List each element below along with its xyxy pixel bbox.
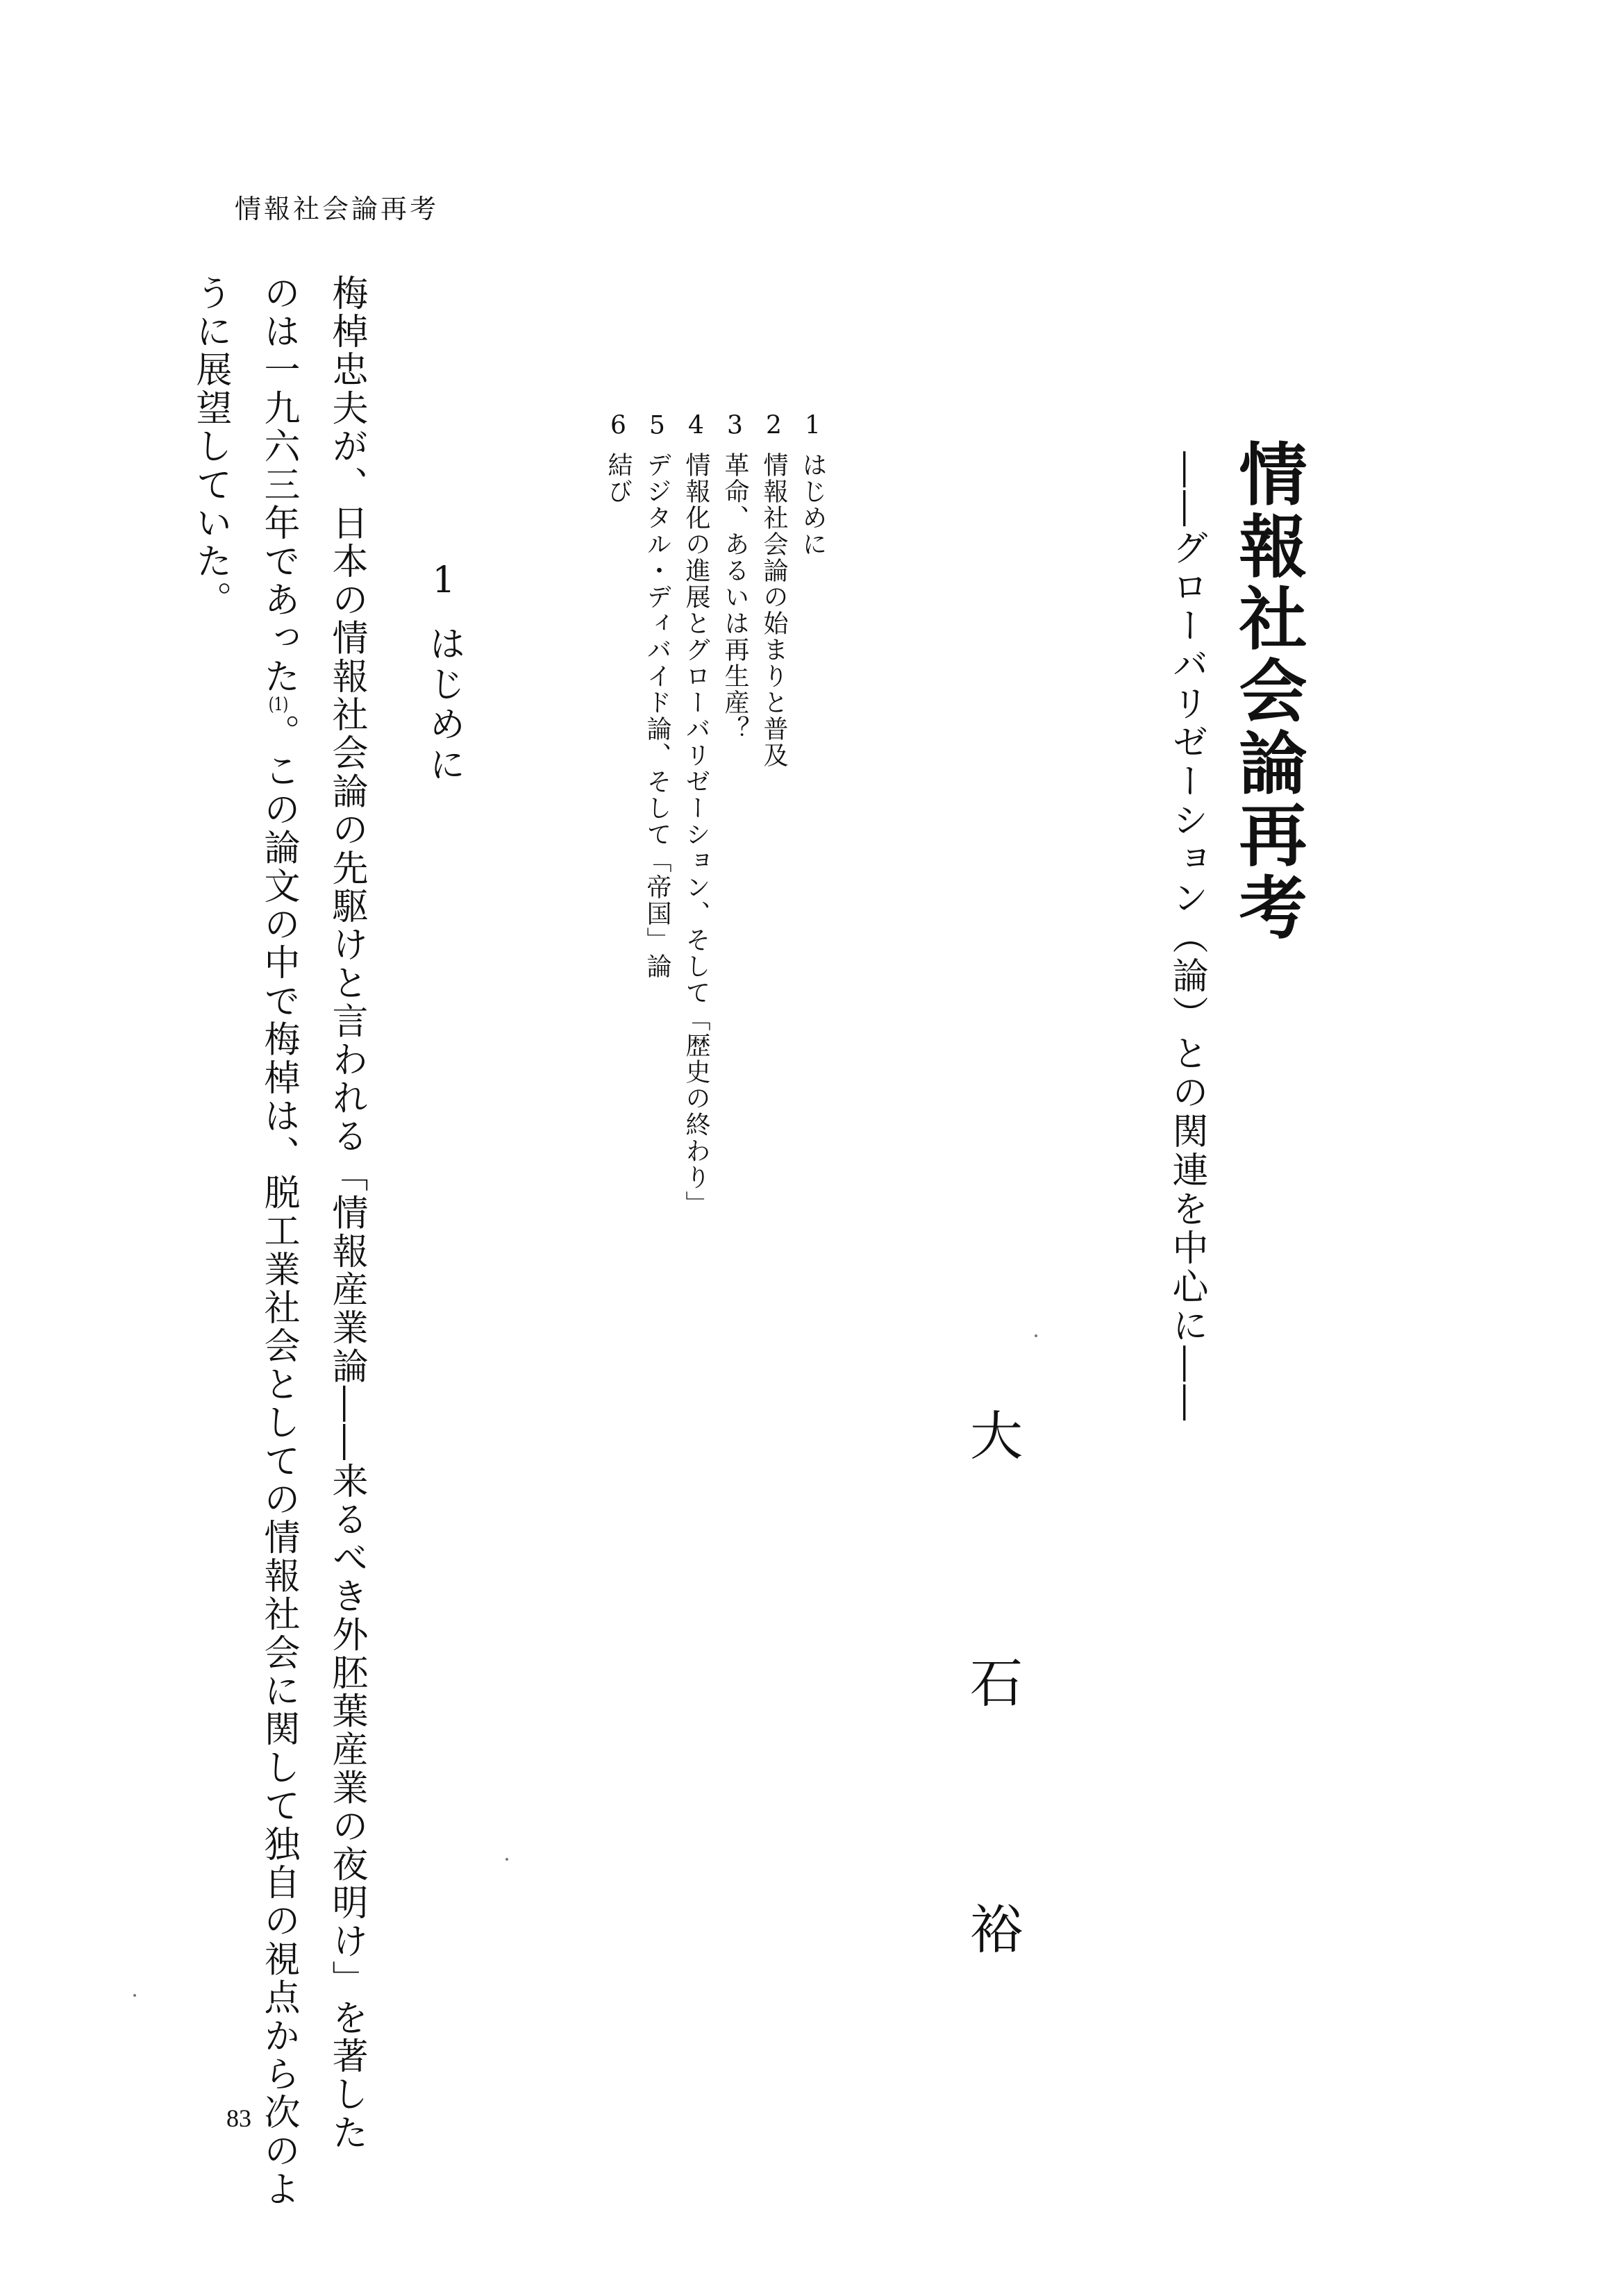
toc-item-number: 2 bbox=[766, 413, 782, 438]
toc-item-text: 結び bbox=[604, 452, 633, 505]
toc-item-text: 革命、あるいは再生産？ bbox=[721, 452, 749, 742]
author-char: 石 bbox=[970, 1652, 1023, 1714]
body-line: 梅棹忠夫が、日本の情報社会論の先駆けと言われる「情報産業論――来るべき外胚葉産業の夜明け」を著した bbox=[326, 274, 367, 2152]
section-number: 1 bbox=[432, 562, 455, 598]
toc-item-number: 3 bbox=[727, 413, 743, 438]
body-line-text: のは一九六三年であった bbox=[258, 274, 299, 696]
page-number: 83 bbox=[226, 2104, 251, 2132]
scan-speck bbox=[133, 1994, 136, 1997]
toc-item-number: 6 bbox=[610, 413, 626, 438]
toc-item-text: 情報社会論の始まりと普及 bbox=[760, 452, 788, 769]
article-title: 情報社会論再考 bbox=[1228, 439, 1307, 944]
toc-item-number: 4 bbox=[688, 413, 704, 438]
scan-speck bbox=[505, 1858, 508, 1861]
footnote-marker[interactable]: (1) bbox=[268, 696, 289, 714]
author-char: 裕 bbox=[970, 1899, 1023, 1961]
author-name bbox=[965, 1394, 1028, 1963]
table-of-contents bbox=[604, 413, 830, 1316]
toc-item bbox=[799, 413, 830, 1316]
scan-speck bbox=[1035, 1334, 1037, 1337]
body-line bbox=[258, 274, 305, 2209]
toc-item bbox=[760, 413, 792, 1316]
section-title: はじめに bbox=[423, 625, 465, 786]
article-subtitle: ――グローバリゼーション（論）との関連を中心に―― bbox=[1166, 451, 1207, 1423]
author-char: 大 bbox=[970, 1405, 1023, 1467]
toc-item-text: 情報化の進展とグローバリゼーション、そして「歴史の終わり」 bbox=[682, 452, 710, 1217]
toc-item bbox=[604, 413, 636, 1316]
toc-item-number: 5 bbox=[649, 413, 665, 438]
toc-item bbox=[682, 413, 714, 1316]
toc-item-text: デジタル・ディバイド論、そして「帝国」論 bbox=[643, 452, 671, 980]
toc-item-text: はじめに bbox=[799, 452, 827, 558]
toc-item bbox=[721, 413, 753, 1316]
toc-item-number: 1 bbox=[805, 413, 821, 438]
running-head: 情報社会論再考 bbox=[235, 194, 440, 224]
toc-item bbox=[643, 413, 675, 1316]
body-line-text: 。この論文の中で梅棹は、脱工業社会としての情報社会に関して独自の視点から次のよ bbox=[258, 714, 299, 2209]
body-line: うに展望していた。 bbox=[190, 274, 231, 619]
section-heading bbox=[418, 562, 470, 786]
